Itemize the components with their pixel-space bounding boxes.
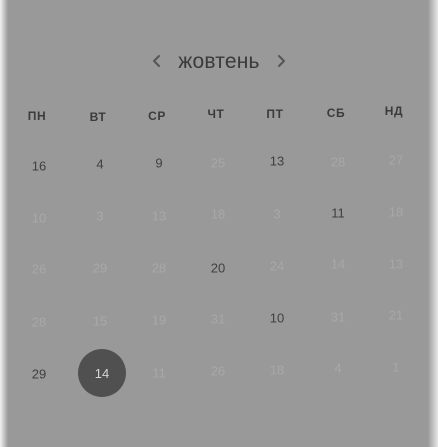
- weekday-label: СБ: [326, 106, 346, 120]
- weekday-label: ПН: [27, 109, 47, 123]
- calendar-day[interactable]: 31: [210, 311, 226, 327]
- calendar-day[interactable]: 4: [334, 360, 342, 376]
- month-title: жовтень: [178, 49, 260, 73]
- calendar-day[interactable]: 13: [388, 256, 404, 272]
- calendar-day[interactable]: 10: [269, 310, 285, 326]
- calendar-day[interactable]: 3: [96, 208, 104, 224]
- calendar-day[interactable]: 29: [31, 366, 47, 382]
- weekday-label: ВТ: [89, 110, 107, 124]
- weekday-label: ПТ: [266, 107, 284, 121]
- calendar-day[interactable]: 18: [388, 204, 404, 220]
- calendar-day[interactable]: 1: [392, 359, 400, 375]
- calendar-day[interactable]: 3: [273, 206, 281, 222]
- calendar-day[interactable]: 19: [151, 312, 167, 328]
- calendar-day[interactable]: 16: [31, 158, 47, 174]
- calendar-day[interactable]: 11: [152, 365, 166, 381]
- calendar-day[interactable]: 21: [388, 307, 404, 323]
- calendar-day[interactable]: 24: [269, 258, 285, 274]
- calendar-day[interactable]: 13: [269, 153, 285, 169]
- calendar-day[interactable]: 26: [31, 261, 47, 277]
- calendar-day[interactable]: 26: [210, 363, 226, 379]
- calendar-day[interactable]: 20: [210, 260, 226, 276]
- month-navigation: [0, 45, 438, 77]
- calendar-day[interactable]: 18: [210, 206, 226, 222]
- calendar-day[interactable]: 29: [92, 260, 108, 276]
- calendar-day[interactable]: 11: [331, 205, 345, 221]
- weekday-label: ЧТ: [207, 107, 225, 121]
- calendar-day[interactable]: 10: [31, 210, 47, 226]
- calendar-day[interactable]: 14: [330, 256, 346, 272]
- calendar-day[interactable]: 31: [330, 309, 346, 325]
- calendar-day[interactable]: 28: [151, 260, 167, 276]
- chevron-right-icon: [276, 54, 286, 68]
- calendar-day[interactable]: 28: [330, 154, 346, 170]
- weekday-label: НД: [384, 104, 404, 118]
- calendar-day[interactable]: 9: [155, 155, 163, 171]
- calendar-day[interactable]: 13: [151, 208, 167, 224]
- next-month-button[interactable]: [272, 50, 290, 72]
- chevron-left-icon: [152, 54, 162, 68]
- calendar-day[interactable]: 27: [388, 152, 404, 168]
- calendar-day[interactable]: 15: [92, 313, 108, 329]
- weekday-label: СР: [148, 109, 166, 123]
- calendar-day[interactable]: 25: [210, 155, 226, 171]
- calendar-day[interactable]: 4: [96, 156, 104, 172]
- previous-month-button[interactable]: [148, 50, 166, 72]
- selected-day[interactable]: 14: [78, 349, 126, 397]
- calendar-day[interactable]: 18: [269, 362, 285, 378]
- calendar-day[interactable]: 28: [31, 314, 47, 330]
